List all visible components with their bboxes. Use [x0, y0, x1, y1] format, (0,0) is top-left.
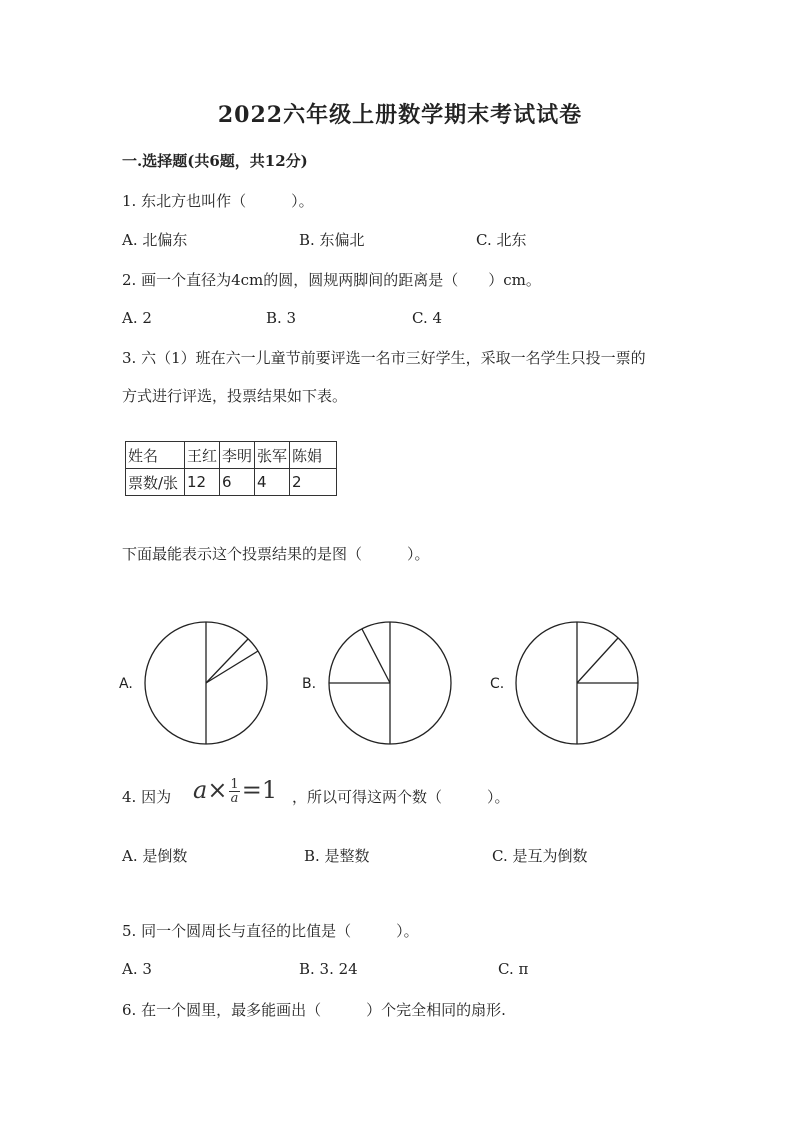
q5-option-b: B. 3. 24: [299, 960, 358, 978]
table-row: [126, 469, 337, 496]
formula-denominator: a: [230, 791, 239, 806]
q4-option-a: A. 是倒数: [122, 847, 188, 865]
table-cell: 张军: [255, 442, 290, 469]
question-4-prefix: 4. 因为: [122, 788, 172, 806]
page-title: 2022六年级上册数学期末考试试卷: [217, 102, 583, 128]
q4-option-c: C. 是互为倒数: [492, 847, 588, 865]
section-header: 一.选择题(共6题，共12分): [122, 152, 308, 170]
formula-numerator: 1: [230, 777, 239, 792]
q1-option-b: B. 东偏北: [299, 231, 365, 249]
q4-option-b: B. 是整数: [304, 847, 370, 865]
question-4-suffix: ，所以可得这两个数（ ）。: [292, 788, 510, 806]
table-cell: 12: [185, 469, 220, 496]
table-row: [126, 442, 337, 469]
pie-a: [145, 622, 267, 744]
formula-times: ×: [207, 776, 228, 804]
question-5: 5. 同一个圆周长与直径的比值是（ ）。: [122, 922, 419, 940]
table-cell: 李明: [220, 442, 255, 469]
table-cell: 4: [255, 469, 290, 496]
table-cell: 王红: [185, 442, 220, 469]
table-cell: 姓名: [126, 442, 185, 469]
question-6: 6. 在一个圆里，最多能画出（ ）个完全相同的扇形.: [122, 1001, 506, 1019]
q5-option-c: C. π: [498, 960, 529, 978]
pie-c: [516, 622, 638, 744]
q2-option-c: C. 4: [412, 309, 443, 327]
question-3-line-2: 方式进行评选，投票结果如下表。: [122, 387, 348, 405]
q1-option-a: A. 北偏东: [122, 231, 188, 249]
pie-a-label: A.: [119, 676, 133, 692]
q2-option-b: B. 3: [266, 309, 297, 327]
question-3-line-1: 3. 六（1）班在六一儿童节前要评选一名市三好学生，采取一名学生只投一票的: [122, 349, 646, 367]
formula-variable: a: [193, 776, 208, 804]
table-cell: 票数/张: [126, 469, 185, 496]
table-cell: 陈娟: [290, 442, 337, 469]
question-3-prompt: 下面最能表示这个投票结果的是图（ ）。: [122, 545, 430, 563]
vote-table: [125, 441, 337, 496]
q1-option-c: C. 北东: [476, 231, 527, 249]
pie-b-label: B.: [302, 676, 317, 692]
pie-options-figure: [110, 610, 670, 755]
q2-option-a: A. 2: [122, 309, 152, 327]
formula-fraction: [229, 778, 239, 805]
pie-b: [329, 622, 451, 744]
question-1: 1. 东北方也叫作（ ）。: [122, 192, 314, 210]
question-2: 2. 画一个直径为4cm的圆，圆规两脚间的距离是（ ）cm。: [122, 271, 541, 289]
reciprocal-formula: [193, 776, 277, 805]
q5-option-a: A. 3: [122, 960, 152, 978]
pie-c-label: C.: [490, 676, 505, 692]
table-cell: 2: [290, 469, 337, 496]
formula-equals: =1: [241, 776, 278, 804]
table-cell: 6: [220, 469, 255, 496]
